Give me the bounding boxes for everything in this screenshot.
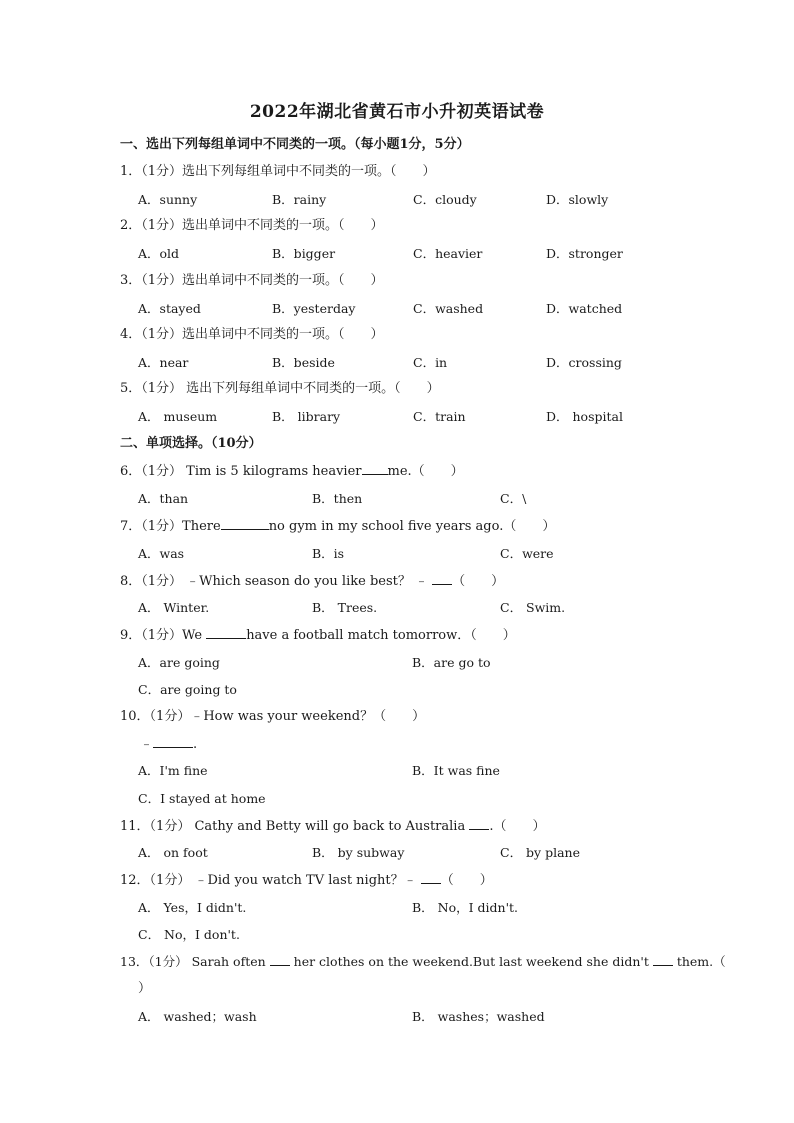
page-title: 2022年湖北省黄石市小升初英语试卷 xyxy=(249,102,545,122)
question-9-stem-part2: have a football match tomorrow．（ ） xyxy=(246,628,516,643)
question-5-option-c[interactable]: C．train xyxy=(413,409,466,424)
question-8-option-b[interactable]: B． Trees. xyxy=(312,600,378,615)
question-13-stem-part1: 13．（1分） Sarah often xyxy=(120,954,266,969)
question-3-option-c[interactable]: C．washed xyxy=(413,301,484,316)
answer-blank[interactable] xyxy=(421,872,441,884)
question-6-option-b[interactable]: B．then xyxy=(312,491,363,506)
section-heading-2: 二、单项选择。（10分） xyxy=(120,436,262,451)
question-13-stem xyxy=(120,954,726,970)
question-11-stem xyxy=(120,818,546,835)
question-11-option-b[interactable]: B． by subway xyxy=(312,845,405,860)
question-6-stem-part2: me.（ ） xyxy=(387,464,464,479)
question-3-option-a[interactable]: A．stayed xyxy=(138,301,201,316)
question-4-stem: 4．（1分）选出单词中不同类的一项。（ ） xyxy=(120,327,384,342)
question-3-option-b[interactable]: B．yesterday xyxy=(272,301,356,316)
question-10-stem: 10．（1分）﹣How was your weekend？（ ） xyxy=(120,709,426,724)
answer-blank[interactable] xyxy=(221,518,269,530)
question-7-stem xyxy=(120,518,555,535)
question-13-stem-part2: her clothes on the weekend.But last weekend she didn't xyxy=(293,954,649,969)
question-1-option-d[interactable]: D．slowly xyxy=(546,192,609,207)
question-8-stem-part1: 8．（1分） ﹣Which season do you like best？ ﹣ xyxy=(120,574,428,589)
question-1-option-a[interactable]: A．sunny xyxy=(138,192,198,207)
answer-blank[interactable] xyxy=(206,627,246,639)
section-heading-1: 一、选出下列每组单词中不同类的一项。（每小题1分，5分） xyxy=(120,137,470,152)
question-9-option-c[interactable]: C．are going to xyxy=(138,682,237,697)
question-8-stem-part2: （ ） xyxy=(452,574,505,589)
question-9-option-b[interactable]: B．are go to xyxy=(412,655,491,670)
question-10-option-a[interactable]: A．I'm fine xyxy=(138,763,208,778)
question-8-option-a[interactable]: A． Winter. xyxy=(138,600,210,615)
question-7-option-a[interactable]: A．was xyxy=(138,546,185,561)
question-4-option-c[interactable]: C．in xyxy=(413,355,448,370)
question-5-option-b[interactable]: B． library xyxy=(272,409,341,424)
question-13-option-a[interactable]: A． washed；wash xyxy=(138,1009,257,1024)
question-2-option-b[interactable]: B．bigger xyxy=(272,246,336,261)
question-2-option-a[interactable]: A．old xyxy=(138,246,180,261)
question-7-stem-part1: 7．（1分）There xyxy=(120,519,221,534)
question-8-option-c[interactable]: C． Swim. xyxy=(500,600,566,615)
question-10-dash: ﹣ xyxy=(140,737,154,752)
question-3-option-d[interactable]: D．watched xyxy=(546,301,623,316)
question-9-stem xyxy=(120,627,516,644)
question-9-option-a[interactable]: A．are going xyxy=(138,655,220,670)
question-5-option-d[interactable]: D． hospital xyxy=(546,409,623,424)
question-10-stem-line2: ﹣ . xyxy=(140,737,198,752)
question-8-stem xyxy=(120,573,504,590)
question-4-option-b[interactable]: B．beside xyxy=(272,355,335,370)
question-4-option-a[interactable]: A．near xyxy=(138,355,189,370)
question-5-option-a[interactable]: A． museum xyxy=(138,409,218,424)
answer-blank[interactable] xyxy=(432,573,452,585)
question-2-option-d[interactable]: D．stronger xyxy=(546,246,623,261)
question-1-stem: 1．（1分）选出下列每组单词中不同类的一项。（ ） xyxy=(120,164,436,179)
question-13-stem-part3: them.（ xyxy=(676,954,726,969)
question-7-option-c[interactable]: C．were xyxy=(500,546,554,561)
question-12-option-a[interactable]: A． Yes，I didn't. xyxy=(138,900,247,915)
question-12-stem xyxy=(120,872,493,889)
question-6-option-c[interactable]: C．\ xyxy=(500,491,527,506)
answer-blank[interactable] xyxy=(469,818,489,830)
answer-blank[interactable] xyxy=(270,954,290,966)
question-6-stem xyxy=(120,463,464,480)
question-12-stem-part2: （ ） xyxy=(440,873,493,888)
question-12-option-b[interactable]: B． No，I didn't. xyxy=(412,900,519,915)
question-6-stem-part1: 6．（1分） Tim is 5 kilograms heavier xyxy=(120,464,362,479)
answer-blank[interactable] xyxy=(653,954,673,966)
question-12-option-c[interactable]: C． No，I don't. xyxy=(138,927,240,942)
question-13-stem-line2: ） xyxy=(138,981,152,996)
question-11-option-a[interactable]: A． on foot xyxy=(138,845,208,860)
question-11-stem-part2: .（ ） xyxy=(489,819,546,834)
question-6-option-a[interactable]: A．than xyxy=(138,491,189,506)
question-9-stem-part1: 9．（1分）We xyxy=(120,628,203,643)
question-4-option-d[interactable]: D．crossing xyxy=(546,355,622,370)
question-5-stem: 5．（1分） 选出下列每组单词中不同类的一项。（ ） xyxy=(120,381,440,396)
question-11-option-c[interactable]: C． by plane xyxy=(500,845,580,860)
question-11-stem-part1: 11．（1分） Cathy and Betty will go back to Australia xyxy=(120,819,466,834)
question-10-option-c[interactable]: C．I stayed at home xyxy=(138,791,266,806)
question-2-stem: 2．（1分）选出单词中不同类的一项。（ ） xyxy=(120,218,384,233)
answer-blank[interactable] xyxy=(153,736,193,748)
question-7-stem-part2: no gym in my school five years ago.（ ） xyxy=(268,519,556,534)
question-1-option-b[interactable]: B．rainy xyxy=(272,192,327,207)
question-10-option-b[interactable]: B．It was fine xyxy=(412,763,500,778)
question-13-option-b[interactable]: B． washes；washed xyxy=(412,1009,545,1024)
question-1-option-c[interactable]: C．cloudy xyxy=(413,192,477,207)
question-3-stem: 3．（1分）选出单词中不同类的一项。（ ） xyxy=(120,273,384,288)
question-2-option-c[interactable]: C．heavier xyxy=(413,246,483,261)
question-12-stem-part1: 12．（1分） ﹣Did you watch TV last night？﹣ xyxy=(120,873,417,888)
question-7-option-b[interactable]: B．is xyxy=(312,546,345,561)
answer-blank[interactable] xyxy=(362,463,388,475)
